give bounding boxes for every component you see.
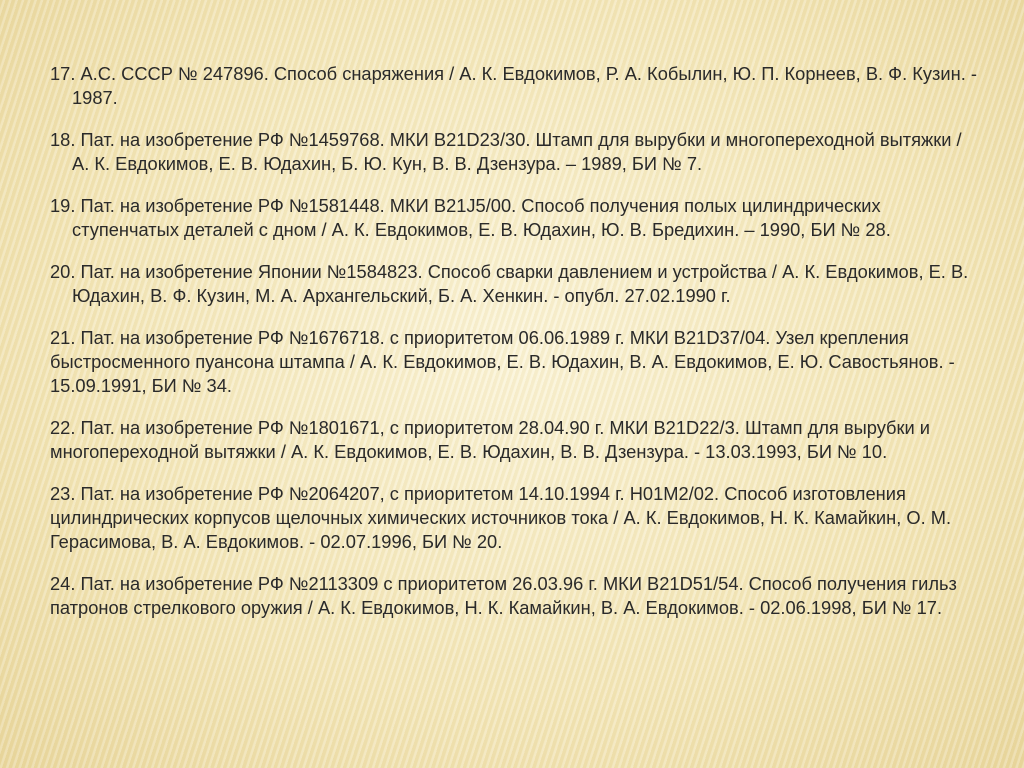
reference-item-22: 22. Пат. на изобретение РФ №1801671, с приоритетом 28.04.90 г. МКИ B21D22/3. Штамп для вырубки и многопереходной вытяжки / А. К. Евдокимов, Е. В. Юдахин, В. В. Дзензура. - 13.03.1993, БИ № 10. — [50, 417, 931, 462]
reference-item-23: 23. Пат. на изобретение РФ №2064207, с приоритетом 14.10.1994 г. H01M2/02. Способ изготовления цилиндрических корпусов щелочных химических источников тока / А. К. Евдокимов, Н. К. Камайкин, О. М. Герасимова, В. А. Евдокимов. - 02.07.1996, БИ № 20. — [50, 483, 952, 552]
reference-item-19: 19. Пат. на изобретение РФ №1581448. МКИ B21J5/00. Способ получения полых цилиндрических ступенчатых деталей с дном / А. К. Евдокимов, Е. В. Юдахин, Ю. В. Бредихин. – 1990, БИ № 28. — [50, 195, 891, 240]
reference-item-21: 21. Пат. на изобретение РФ №1676718. с приоритетом 06.06.1989 г. МКИ B21D37/04. Узел крепления быстросменного пуансона штампа / А. К. Евдокимов, Е. В. Юдахин, В. А. Евдокимов, Е. Ю. Савостьянов. - 15.09.1991, БИ № 34. — [50, 327, 955, 396]
reference-item-17: 17. А.С. СССР № 247896. Способ снаряжения / А. К. Евдокимов, Р. А. Кобылин, Ю. П. Корнеев, В. Ф. Кузин. - 1987. — [50, 63, 977, 108]
reference-item-18: 18. Пат. на изобретение РФ №1459768. МКИ B21D23/30. Штамп для вырубки и многопереходной вытяжки / А. К. Евдокимов, Е. В. Юдахин, Б. Ю. Кун, В. В. Дзензура. – 1989, БИ № 7. — [50, 129, 962, 174]
reference-item-24: 24. Пат. на изобретение РФ №2113309 с приоритетом 26.03.96 г. МКИ B21D51/54. Способ получения гильз патронов стрелкового оружия / А. К. Евдокимов, Н. К. Камайкин, В. А. Евдокимов. - 02.06.1998, БИ № 17. — [50, 573, 957, 618]
reference-item-20: 20. Пат. на изобретение Японии №1584823. Способ сварки давлением и устройства / А. К. Евдокимов, Е. В. Юдахин, В. Ф. Кузин, М. А. Архангельский, Б. А. Хенкин. - опубл. 27.02.1990 г. — [50, 261, 969, 306]
reference-list — [50, 62, 980, 638]
